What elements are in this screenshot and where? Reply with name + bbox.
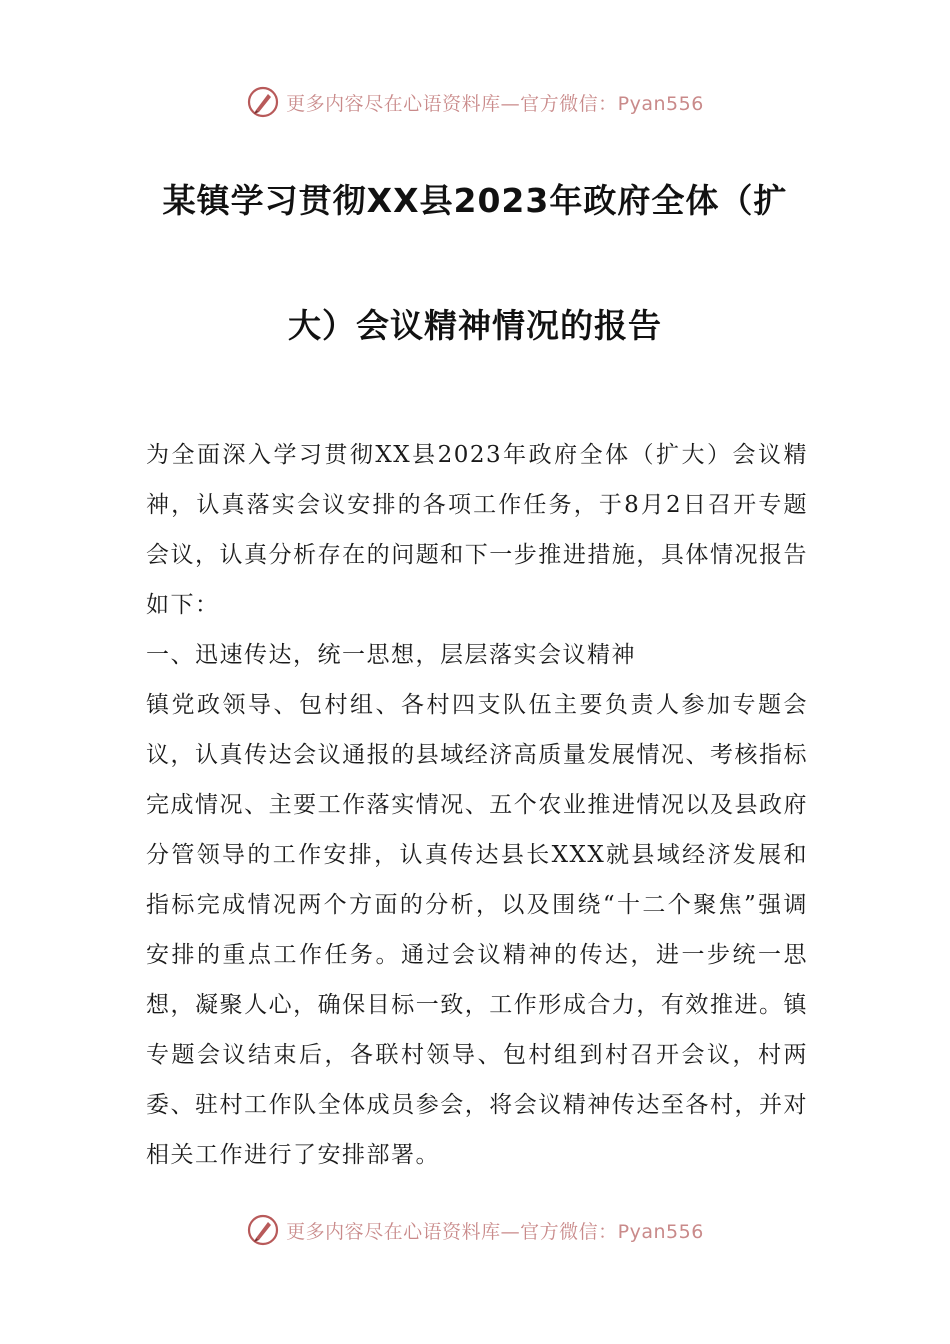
footer-watermark-banner bbox=[0, 1210, 950, 1250]
wechat-id: Pyan556 bbox=[617, 1220, 704, 1243]
watermark-label: 更多内容尽在心语资料库—官方微信： bbox=[286, 1220, 618, 1243]
pen-logo-icon bbox=[246, 85, 280, 119]
watermark-text bbox=[286, 89, 704, 116]
wechat-id: Pyan556 bbox=[617, 92, 704, 115]
header-watermark-banner bbox=[0, 82, 950, 122]
watermark-label: 更多内容尽在心语资料库—官方微信： bbox=[286, 92, 618, 115]
document-title-line-2: 大）会议精神情况的报告 bbox=[288, 306, 662, 345]
pen-logo-icon bbox=[246, 1213, 280, 1247]
intro-paragraph: 为全面深入学习贯彻XX县2023年政府全体（扩大）会议精神，认真落实会议安排的各项工作任务，于8月2日召开专题会议，认真分析存在的问题和下一步推进措施，具体情况报告如下： bbox=[146, 442, 808, 618]
watermark-text bbox=[286, 1217, 704, 1244]
document-body bbox=[146, 430, 808, 1180]
document-title-line-1: 某镇学习贯彻XX县2023年政府全体（扩 bbox=[162, 181, 788, 220]
section-1-paragraph: 镇党政领导、包村组、各村四支队伍主要负责人参加专题会议，认真传达会议通报的县域经济高质量发展情况、考核指标完成情况、主要工作落实情况、五个农业推进情况以及县政府分管领导的工作安排，认真传达县长XXX就县域经济发展和指标完成情况两个方面的分析，以及围绕“十二个聚焦”强调安排的重点工作任务。通过会议精神的传达，进一步统一思想，凝聚人心，确保目标一致，工作形成合力，有效推进。镇专题会议结束后，各联村领导、包村组到村召开会议，村两委、驻村工作队全体成员参会，将会议精神传达至各村，并对相关工作进行了安排部署。 bbox=[146, 692, 808, 1168]
section-1-heading: 一、迅速传达，统一思想，层层落实会议精神 bbox=[146, 642, 636, 668]
